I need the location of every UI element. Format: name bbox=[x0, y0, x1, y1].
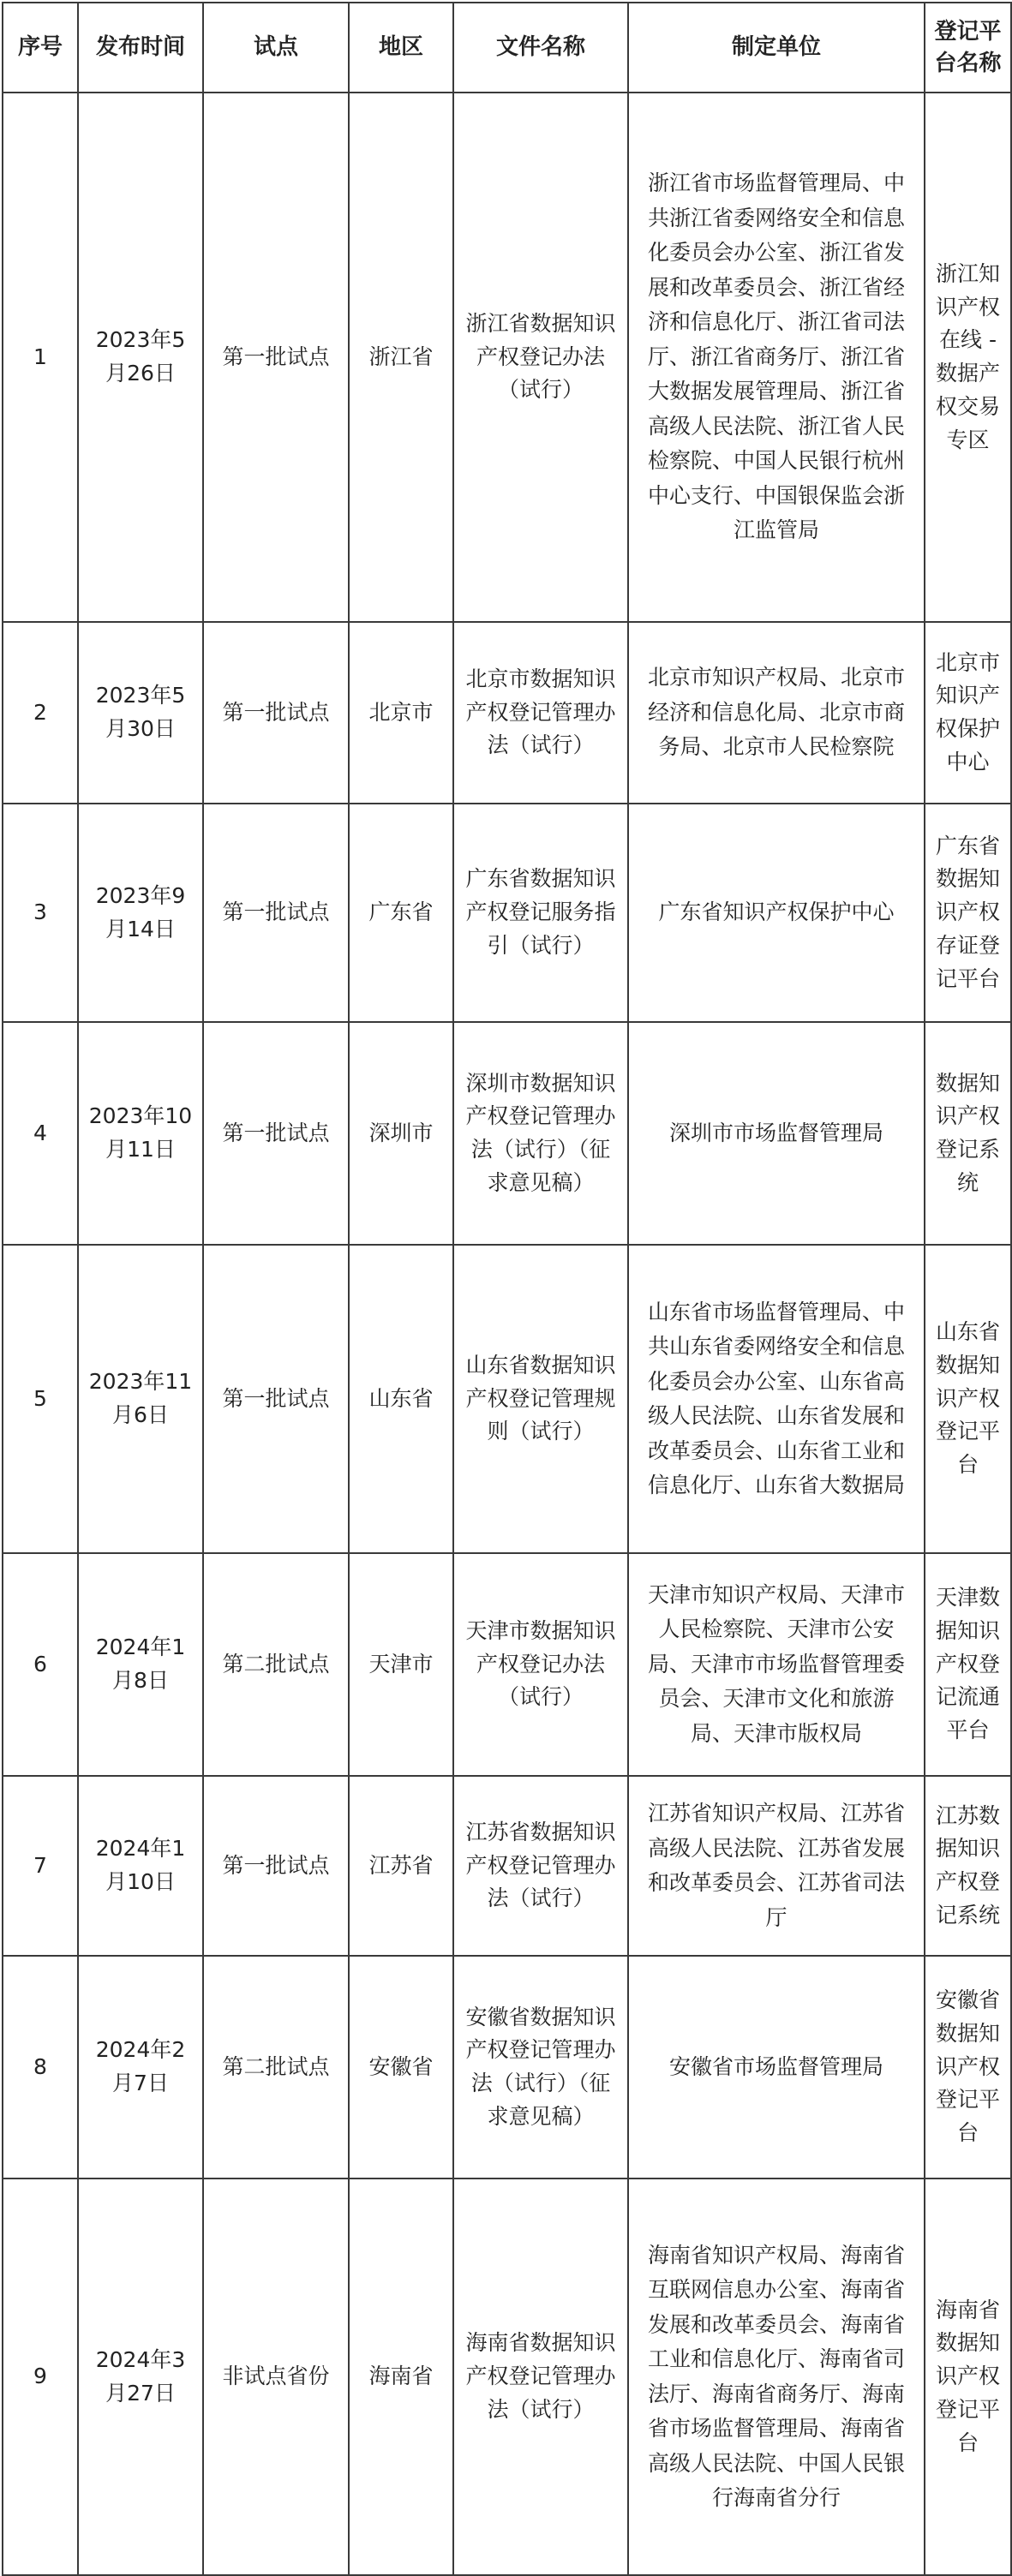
cell-date: 2023年10月11日 bbox=[78, 1022, 203, 1245]
table-row bbox=[3, 1245, 1011, 1553]
cell-org: 北京市知识产权局、北京市经济和信息化局、北京市商务局、北京市人民检察院 bbox=[628, 622, 925, 804]
cell-seq: 6 bbox=[3, 1553, 78, 1776]
table-row bbox=[3, 622, 1011, 804]
cell-region: 深圳市 bbox=[349, 1022, 453, 1245]
cell-platform: 广东省数据知识产权存证登记平台 bbox=[925, 804, 1011, 1022]
cell-date: 2023年11月6日 bbox=[78, 1245, 203, 1553]
table-row bbox=[3, 1022, 1011, 1245]
cell-org: 广东省知识产权保护中心 bbox=[628, 804, 925, 1022]
cell-platform: 天津数据知识产权登记流通平台 bbox=[925, 1553, 1011, 1776]
cell-org: 天津市知识产权局、天津市人民检察院、天津市公安局、天津市市场监督管理委员会、天津市文化和旅游局、天津市版权局 bbox=[628, 1553, 925, 1776]
cell-pilot: 第一批试点 bbox=[203, 1022, 349, 1245]
cell-region: 北京市 bbox=[349, 622, 453, 804]
cell-seq: 1 bbox=[3, 93, 78, 622]
cell-doc: 安徽省数据知识产权登记管理办法（试行）（征求意见稿） bbox=[453, 1956, 628, 2179]
cell-seq: 9 bbox=[3, 2179, 78, 2575]
cell-date: 2023年5月30日 bbox=[78, 622, 203, 804]
cell-platform: 山东省数据知识产权登记平台 bbox=[925, 1245, 1011, 1553]
header-seq: 序号 bbox=[3, 3, 78, 93]
cell-org: 山东省市场监督管理局、中共山东省委网络安全和信息化委员会办公室、山东省高级人民法院、山东省发展和改革委员会、山东省工业和信息化厅、山东省大数据局 bbox=[628, 1245, 925, 1553]
cell-date: 2023年5月26日 bbox=[78, 93, 203, 622]
cell-doc: 天津市数据知识产权登记办法（试行） bbox=[453, 1553, 628, 1776]
cell-platform: 浙江知识产权在线 - 数据产权交易专区 bbox=[925, 93, 1011, 622]
cell-platform: 安徽省数据知识产权登记平台 bbox=[925, 1956, 1011, 2179]
cell-doc: 山东省数据知识产权登记管理规则（试行） bbox=[453, 1245, 628, 1553]
table-row bbox=[3, 2179, 1011, 2575]
cell-region: 广东省 bbox=[349, 804, 453, 1022]
cell-pilot: 第二批试点 bbox=[203, 1553, 349, 1776]
header-org: 制定单位 bbox=[628, 3, 925, 93]
cell-doc: 北京市数据知识产权登记管理办法（试行） bbox=[453, 622, 628, 804]
cell-seq: 8 bbox=[3, 1956, 78, 2179]
header-pilot: 试点 bbox=[203, 3, 349, 93]
cell-doc: 浙江省数据知识产权登记办法（试行） bbox=[453, 93, 628, 622]
cell-region: 海南省 bbox=[349, 2179, 453, 2575]
cell-pilot: 非试点省份 bbox=[203, 2179, 349, 2575]
cell-date: 2024年1月10日 bbox=[78, 1776, 203, 1956]
cell-seq: 4 bbox=[3, 1022, 78, 1245]
header-date: 发布时间 bbox=[78, 3, 203, 93]
cell-date: 2024年3月27日 bbox=[78, 2179, 203, 2575]
table-header-row bbox=[3, 3, 1011, 93]
table-row bbox=[3, 1956, 1011, 2179]
cell-doc: 深圳市数据知识产权登记管理办法（试行）（征求意见稿） bbox=[453, 1022, 628, 1245]
header-doc: 文件名称 bbox=[453, 3, 628, 93]
cell-pilot: 第一批试点 bbox=[203, 804, 349, 1022]
cell-org: 浙江省市场监督管理局、中共浙江省委网络安全和信息化委员会办公室、浙江省发展和改革委员会、浙江省经济和信息化厅、浙江省司法厅、浙江省商务厅、浙江省大数据发展管理局、浙江省高级人民法院、浙江省人民检察院、中国人民银行杭州中心支行、中国银保监会浙江监管局 bbox=[628, 93, 925, 622]
cell-pilot: 第一批试点 bbox=[203, 1776, 349, 1956]
cell-org: 安徽省市场监督管理局 bbox=[628, 1956, 925, 2179]
cell-seq: 3 bbox=[3, 804, 78, 1022]
cell-date: 2024年1月8日 bbox=[78, 1553, 203, 1776]
cell-region: 江苏省 bbox=[349, 1776, 453, 1956]
cell-pilot: 第一批试点 bbox=[203, 93, 349, 622]
header-platform: 登记平台名称 bbox=[925, 3, 1011, 93]
cell-region: 山东省 bbox=[349, 1245, 453, 1553]
cell-region: 天津市 bbox=[349, 1553, 453, 1776]
cell-org: 海南省知识产权局、海南省互联网信息办公室、海南省发展和改革委员会、海南省工业和信息化厅、海南省司法厅、海南省商务厅、海南省市场监督管理局、海南省高级人民法院、中国人民银行海南省分行 bbox=[628, 2179, 925, 2575]
cell-region: 安徽省 bbox=[349, 1956, 453, 2179]
cell-date: 2024年2月7日 bbox=[78, 1956, 203, 2179]
cell-pilot: 第一批试点 bbox=[203, 1245, 349, 1553]
policy-table-frame bbox=[2, 2, 1010, 2574]
cell-region: 浙江省 bbox=[349, 93, 453, 622]
cell-org: 江苏省知识产权局、江苏省高级人民法院、江苏省发展和改革委员会、江苏省司法厅 bbox=[628, 1776, 925, 1956]
table-row bbox=[3, 1553, 1011, 1776]
cell-pilot: 第二批试点 bbox=[203, 1956, 349, 2179]
cell-doc: 海南省数据知识产权登记管理办法（试行） bbox=[453, 2179, 628, 2575]
table-row bbox=[3, 804, 1011, 1022]
cell-seq: 2 bbox=[3, 622, 78, 804]
cell-seq: 5 bbox=[3, 1245, 78, 1553]
cell-platform: 数据知识产权登记系统 bbox=[925, 1022, 1011, 1245]
cell-platform: 江苏数据知识产权登记系统 bbox=[925, 1776, 1011, 1956]
cell-date: 2023年9月14日 bbox=[78, 804, 203, 1022]
cell-seq: 7 bbox=[3, 1776, 78, 1956]
table-row bbox=[3, 1776, 1011, 1956]
cell-doc: 广东省数据知识产权登记服务指引（试行） bbox=[453, 804, 628, 1022]
cell-platform: 海南省数据知识产权登记平台 bbox=[925, 2179, 1011, 2575]
cell-doc: 江苏省数据知识产权登记管理办法（试行） bbox=[453, 1776, 628, 1956]
header-region: 地区 bbox=[349, 3, 453, 93]
cell-platform: 北京市知识产权保护中心 bbox=[925, 622, 1011, 804]
table-row bbox=[3, 93, 1011, 622]
cell-pilot: 第一批试点 bbox=[203, 622, 349, 804]
cell-org: 深圳市市场监督管理局 bbox=[628, 1022, 925, 1245]
data-ip-registration-table bbox=[2, 2, 1012, 2576]
